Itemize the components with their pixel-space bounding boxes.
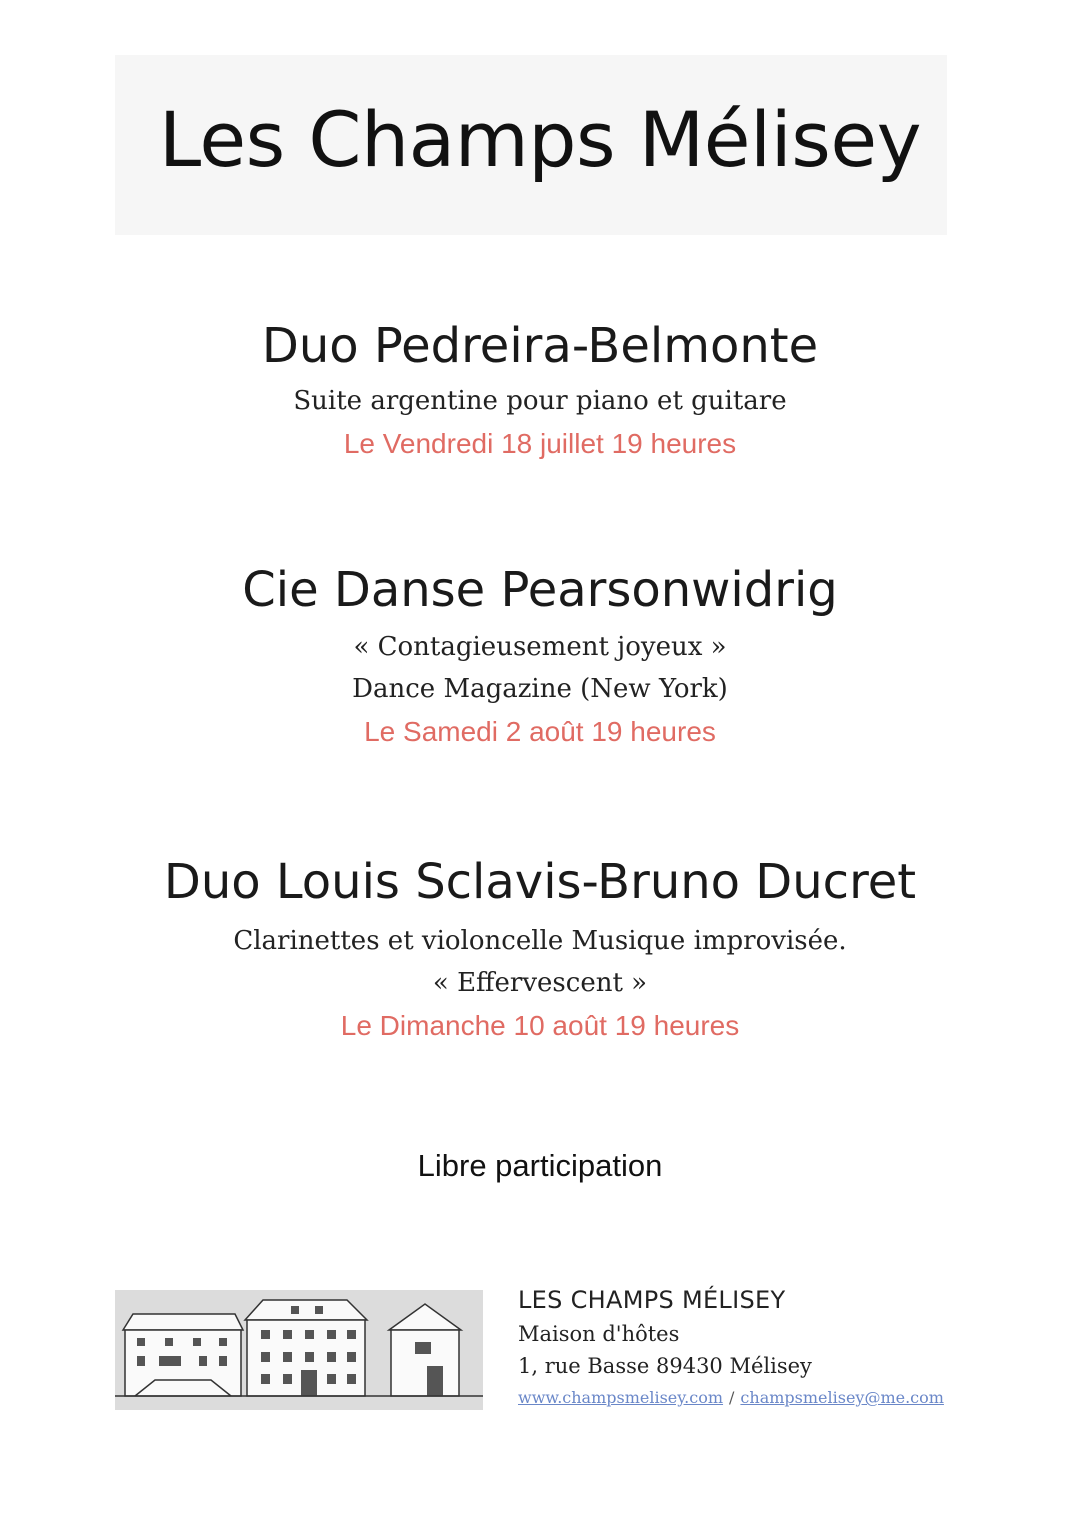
page-title: Les Champs Mélisey xyxy=(158,95,922,184)
email-link[interactable]: champsmelisey@me.com xyxy=(740,1388,944,1407)
house-illustration xyxy=(115,1290,483,1410)
event-description: Suite argentine pour piano et guitare xyxy=(293,386,787,416)
libre-participation: Libre participation xyxy=(417,1148,663,1183)
link-separator: / xyxy=(729,1388,735,1407)
event-title: Duo Pedreira-Belmonte xyxy=(261,318,819,374)
event-description: Clarinettes et violoncelle Musique improvisée. xyxy=(233,926,847,956)
event-title: Duo Louis Sclavis-Bruno Ducret xyxy=(163,854,917,910)
footer-name: LES CHAMPS MÉLISEY xyxy=(518,1286,786,1314)
event-2 xyxy=(0,562,1080,747)
footer-contact xyxy=(518,1286,944,1407)
footer-subtitle: Maison d'hôtes xyxy=(518,1322,680,1346)
event-date: Le Vendredi 18 juillet 19 heures xyxy=(343,428,737,459)
website-link[interactable]: www.champsmelisey.com xyxy=(518,1388,724,1407)
event-quote: « Contagieusement joyeux » xyxy=(353,632,727,662)
event-title: Cie Danse Pearsonwidrig xyxy=(242,562,838,618)
event-source: Dance Magazine (New York) xyxy=(352,674,728,704)
event-date: Le Dimanche 10 août 19 heures xyxy=(340,1010,740,1041)
house-drawing xyxy=(115,1290,483,1410)
event-1 xyxy=(0,318,1080,459)
event-quote: « Effervescent » xyxy=(432,968,648,998)
footer-address: 1, rue Basse 89430 Mélisey xyxy=(518,1354,812,1378)
footer-links xyxy=(518,1388,944,1407)
event-3 xyxy=(0,854,1080,1041)
event-date: Le Samedi 2 août 19 heures xyxy=(364,716,716,747)
